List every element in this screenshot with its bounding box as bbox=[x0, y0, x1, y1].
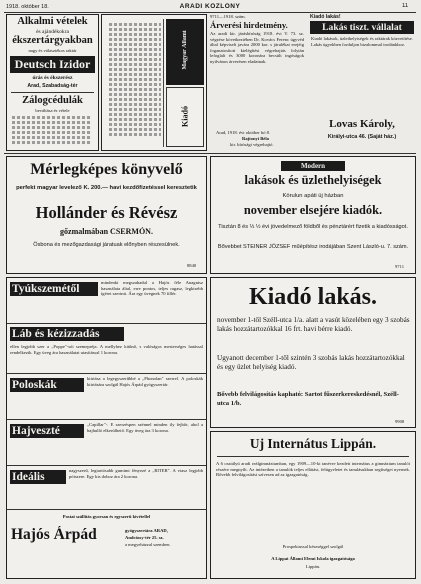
housing-agency-ad bbox=[310, 14, 416, 151]
bedbug-body: kiirtása a legegyszerűbbé a „Phonolan" szerrel. A poloskák kiirtására szolgál Hajós Árpád gyógyszertár. bbox=[87, 376, 203, 387]
bedbug-ad bbox=[7, 374, 206, 420]
school-body: A 6 osztályú aradi reálgimnáziumban, egy 1909—10-ki tanévre kezdett internátus a gimnázium tanulói részére megnyílt. Az intézetben a tanulók teljes ellátást, felügyeletet és tanulásukban segítséget nyernek. Bővebb felvilágosítást szívesen ad az igazgatóság. bbox=[216, 461, 410, 478]
housing-body: Kiadó lakások, üzlethelyiségek és raktárak közvetítése. Lakás ügyekben forduljon bizalommal irodánkhoz. bbox=[311, 36, 413, 47]
page-number: 11 bbox=[402, 3, 409, 9]
jeweler-trade: órás és ékszerész bbox=[32, 75, 73, 81]
jeweler-subhead: és ajándékokra bbox=[36, 29, 69, 35]
rotated-ad-lines bbox=[109, 23, 161, 138]
jeweler-headline: Alkalmi vételek bbox=[17, 16, 88, 27]
school-place: Lippán. bbox=[305, 564, 321, 569]
pharmacy-name: Hajós Árpád bbox=[11, 526, 97, 543]
auction-body: Az aradi kir. járásbíróság 1918. évi V. 73. sz. végzése következtében Dr. Kovács Ferenc ügyvéd által képviselt javára 2000 kor. s járulékai erejéig foganatosított kielégítési végrehajtás folytán lefoglalt és 3000 koronára becsült ingóságok nyilvános árverésen eladatnak. bbox=[210, 31, 304, 64]
bookkeeper-ad bbox=[6, 156, 207, 274]
corn-ad bbox=[7, 278, 206, 324]
bookkeeper-number: 8840 bbox=[187, 263, 197, 268]
boarding-school-ad bbox=[210, 431, 416, 579]
sweat-ad bbox=[7, 324, 206, 374]
modern-contact: Bővebbet STEINER JÓZSEF műépítész irodájában Szent László-u. 7. szám. bbox=[217, 244, 409, 250]
corn-title: Tyúkszemétől bbox=[10, 282, 98, 296]
modern-label: Modern bbox=[281, 161, 345, 171]
rotated-label-box-2 bbox=[166, 87, 204, 147]
newspaper-title: ARADI KÖZLÖNY bbox=[179, 3, 241, 10]
jeweler-rule bbox=[11, 92, 94, 93]
shipping-note: Postai szállítás gyorsan és egyszerű kivétellel bbox=[62, 514, 151, 519]
sweat-body: ellen legjobb szer a „Poppe"-sói szemepréja. A mellyhez kitűnő, s valóságos mesterséges hatással rendelkezik. Egy üveg ára használatai utasítással 1 korona. bbox=[10, 344, 203, 355]
school-signer: A Lippai Állami Elemi Iskola igazgatósága bbox=[271, 556, 355, 561]
bookkeeper-firm: Hollánder és Révész bbox=[35, 203, 178, 222]
rotated-label-1: Magyar Állami bbox=[182, 30, 188, 70]
auction-signer: Rajtonyi Béla bbox=[242, 136, 269, 141]
school-prospectus: Prospektussal készséggel szolgál bbox=[282, 544, 344, 549]
housing-address: Királyi-utca 46. (Saját ház.) bbox=[327, 134, 397, 140]
housing-title: Lakás tiszt. vállalat bbox=[310, 21, 414, 34]
header-rule bbox=[4, 12, 416, 13]
housing-topline: Kiadó lakás! bbox=[310, 14, 341, 20]
hairloss-ad bbox=[7, 420, 206, 466]
bookkeeper-mill: gőzmalmában CSERMÓN. bbox=[60, 227, 153, 236]
pharmacy-line-1: gyógyszertára ARAD, bbox=[125, 528, 168, 533]
school-rule bbox=[217, 456, 409, 457]
polish-body: nagyszerű, legtartósabb gumimi fényezé a „RITER". A viasz legjobb pótszere. Egy kis doboz ára 2 korona. bbox=[69, 468, 203, 479]
flat-body-2: Ugyanott december 1-től szintén 3 szobás lakás hozzátartozókkal és egy üzlet helyiség kiadó. bbox=[217, 354, 405, 372]
corn-body: mindenki megszabadul a Hajós féle Anagnisz használata által, erre pontos, teljes ragasz, legkisebb ígéret szerinti. Ára egy üvegnek 70 fillér. bbox=[101, 280, 203, 297]
housing-name: Lovas Károly, bbox=[329, 118, 395, 130]
jeweler-name: Deutsch Izidor bbox=[10, 56, 95, 73]
pharmacy-ads bbox=[6, 277, 207, 579]
sweat-title: Láb és kézizzadás bbox=[10, 327, 124, 341]
page-date: 1918. október 18. bbox=[6, 4, 49, 10]
jeweler-stock: nagy és választékos raktár bbox=[28, 48, 77, 53]
polish-title: Ideális bbox=[10, 470, 66, 484]
auction-ref: 9711—1918. szám. bbox=[210, 14, 246, 19]
jeweler-category: ékszertárgyakban bbox=[12, 35, 93, 46]
pharmacy-line-2: Andrássy-tér 25. sz. bbox=[125, 535, 164, 540]
hairloss-body: „Capillar"-. E szerzéspen szénnel minden ily fejbőr, ahol a hajhulló elkerülhető. Egy üveg ára 3 korona. bbox=[87, 422, 203, 433]
rotated-ad bbox=[101, 14, 207, 151]
bookkeeper-note: Ösbona és mezőgazdasági járatuak előnyben részesülnek. bbox=[33, 242, 180, 248]
pawn-text-lines bbox=[12, 116, 92, 146]
flat-title: Kiadó lakás. bbox=[248, 284, 378, 310]
school-title: Uj Internátus Lippán. bbox=[249, 436, 377, 451]
flat-body: november 1-től Széll-utca 1/a. alatt a vasút közelében egy 3 szobás lakás hozzátartozókkal 16 frt. havi bérre kiadó. bbox=[217, 316, 410, 334]
rotated-label-box bbox=[166, 19, 204, 85]
modern-title: lakások és üzlethelyiségek bbox=[244, 173, 382, 187]
modern-terms: Tisztán 8 és ⅓ ½ évi jövedelmező földből és pénztárért fizetik a kiadósságot. bbox=[218, 224, 408, 230]
flat-for-rent-ad bbox=[210, 277, 416, 428]
auction-notice bbox=[210, 14, 306, 151]
auction-title: Árverési hirdetmény. bbox=[210, 20, 288, 30]
modern-flats-ad bbox=[210, 156, 416, 274]
jeweler-address: Arad, Szabadság-tér bbox=[27, 83, 78, 89]
flat-number: 9908 bbox=[395, 419, 405, 424]
bookkeeper-title: Mérlegképes könyvelő bbox=[30, 161, 183, 178]
section-rule-1 bbox=[4, 153, 416, 154]
bookkeeper-subtitle: perfekt magyar levelező K. 200.— havi kezdőfizetéssel keresztetik bbox=[16, 185, 197, 191]
hairloss-title: Hajveszté bbox=[10, 424, 84, 438]
rotated-ad-body bbox=[106, 19, 164, 147]
polish-ad bbox=[7, 466, 206, 510]
rotated-label-2: Kiadó bbox=[180, 106, 190, 127]
auction-signer-title: kir. bírósági végrehajtó. bbox=[230, 142, 274, 147]
flat-info: Bővebb felvilágosítás kapható: Sartot fűszerkereskedésnél, Széll-utca 1/b. bbox=[217, 391, 399, 407]
modern-availability: november elsejére kiadók. bbox=[243, 203, 383, 217]
pawn-headline: Zálogcédulák bbox=[22, 95, 83, 106]
pawn-subhead: beváltása és vétele bbox=[35, 108, 70, 113]
bedbug-title: Poloskák bbox=[10, 378, 84, 392]
modern-number: 9711 bbox=[395, 264, 405, 269]
auction-date: Arad, 1918. évi október hó 8. bbox=[216, 130, 271, 135]
modern-location: Körulun apáti új házban bbox=[282, 193, 344, 199]
jeweler-ad bbox=[6, 14, 99, 151]
pharmacy-line-3: a megyeházzal szemben. bbox=[125, 542, 171, 547]
